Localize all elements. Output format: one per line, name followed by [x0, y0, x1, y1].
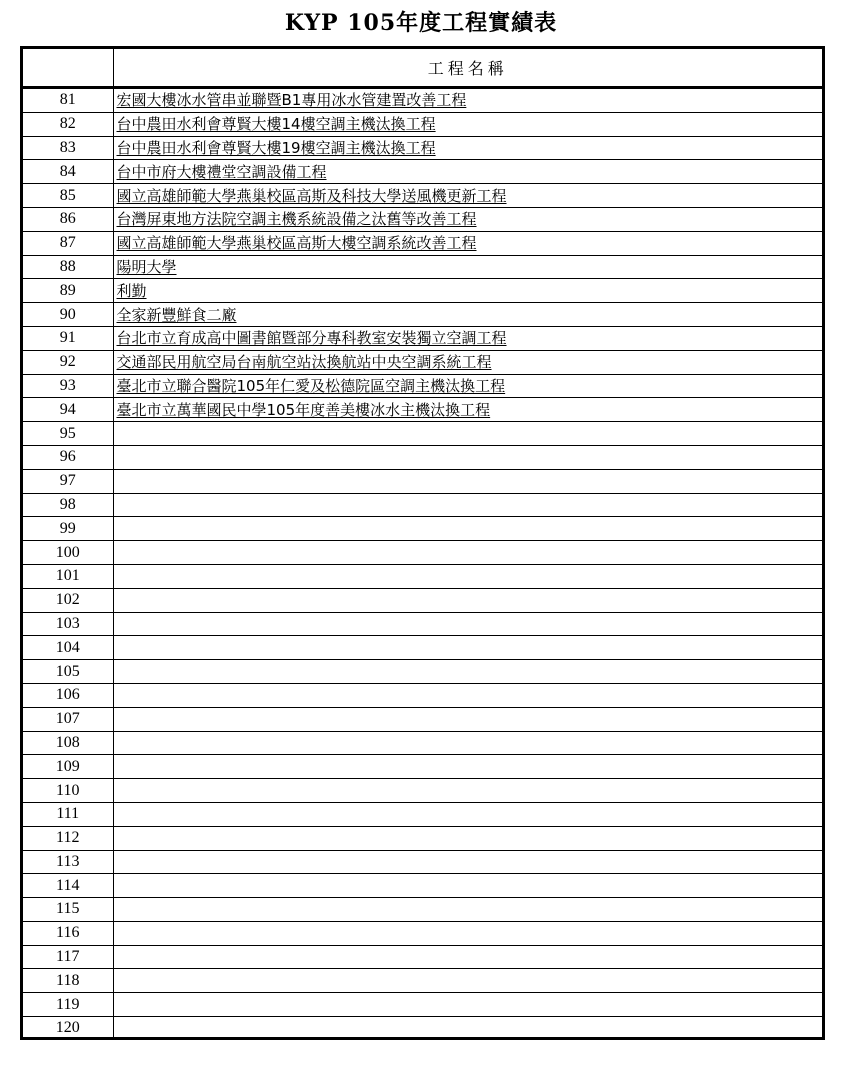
row-number: 120 [23, 1017, 113, 1040]
row-number: 86 [23, 207, 113, 231]
project-name-cell [113, 921, 822, 945]
project-name-cell: 台灣屏東地方法院空調主機系統設備之汰舊等改善工程 [113, 207, 822, 231]
table-row [23, 636, 822, 660]
project-name-cell [113, 850, 822, 874]
row-number: 111 [23, 802, 113, 826]
row-number: 83 [23, 136, 113, 160]
row-number: 90 [23, 303, 113, 327]
row-number: 109 [23, 755, 113, 779]
table-row [23, 112, 822, 136]
project-name-cell [113, 707, 822, 731]
row-number: 117 [23, 945, 113, 969]
project-name-cell: 台中市府大樓禮堂空調設備工程 [113, 160, 822, 184]
row-number: 114 [23, 874, 113, 898]
project-name-cell: 利勤 [113, 279, 822, 303]
table-row [23, 969, 822, 993]
table-row [23, 493, 822, 517]
row-number: 103 [23, 612, 113, 636]
table-row [23, 612, 822, 636]
table-row [23, 731, 822, 755]
table-row [23, 422, 822, 446]
table-row [23, 160, 822, 184]
project-name-cell: 宏國大樓冰水管串並聯暨B1專用冰水管建置改善工程 [113, 88, 822, 113]
table-row [23, 88, 822, 113]
row-number: 82 [23, 112, 113, 136]
row-number: 91 [23, 326, 113, 350]
row-number: 112 [23, 826, 113, 850]
table-row [23, 184, 822, 208]
table-row [23, 255, 822, 279]
table-body [23, 88, 822, 1040]
row-number: 104 [23, 636, 113, 660]
project-name-cell: 臺北市立聯合醫院105年仁愛及松德院區空調主機汰換工程 [113, 374, 822, 398]
project-name-cell [113, 755, 822, 779]
row-number: 118 [23, 969, 113, 993]
row-number: 95 [23, 422, 113, 446]
table-row [23, 660, 822, 684]
row-number: 85 [23, 184, 113, 208]
table-row [23, 993, 822, 1017]
row-number: 81 [23, 88, 113, 113]
project-name-cell: 交通部民用航空局台南航空站汰換航站中央空調系統工程 [113, 350, 822, 374]
project-name-cell: 臺北市立萬華國民中學105年度善美樓冰水主機汰換工程 [113, 398, 822, 422]
page-title: KYP 105年度工程實績表 [284, 10, 558, 36]
row-number: 93 [23, 374, 113, 398]
project-name-cell [113, 1017, 822, 1040]
table-row [23, 755, 822, 779]
table-row [23, 326, 822, 350]
project-table-frame [20, 46, 825, 1040]
project-name-cell [113, 469, 822, 493]
row-number: 106 [23, 683, 113, 707]
project-name-cell: 台中農田水利會尊賢大樓19樓空調主機汰換工程 [113, 136, 822, 160]
table-row [23, 207, 822, 231]
row-number: 84 [23, 160, 113, 184]
project-name-cell [113, 422, 822, 446]
project-name-cell: 國立高雄師範大學燕巢校區高斯及科技大學送風機更新工程 [113, 184, 822, 208]
row-number: 110 [23, 779, 113, 803]
row-number: 107 [23, 707, 113, 731]
row-number: 108 [23, 731, 113, 755]
table-row [23, 779, 822, 803]
table-row [23, 898, 822, 922]
project-name-cell [113, 564, 822, 588]
project-name-cell: 台北市立育成高中圖書館暨部分專科教室安裝獨立空調工程 [113, 326, 822, 350]
table-row [23, 707, 822, 731]
header-number [23, 49, 113, 88]
project-name-cell [113, 517, 822, 541]
table-row [23, 350, 822, 374]
row-number: 116 [23, 921, 113, 945]
project-name-cell [113, 636, 822, 660]
row-number: 101 [23, 564, 113, 588]
table-row [23, 445, 822, 469]
row-number: 105 [23, 660, 113, 684]
table-row [23, 588, 822, 612]
project-name-cell [113, 541, 822, 565]
row-number: 99 [23, 517, 113, 541]
project-name-cell [113, 612, 822, 636]
row-number: 119 [23, 993, 113, 1017]
project-name-cell [113, 588, 822, 612]
table-header-row [23, 49, 822, 88]
project-name-cell: 陽明大學 [113, 255, 822, 279]
project-name-cell [113, 683, 822, 707]
project-table [23, 49, 822, 1040]
row-number: 97 [23, 469, 113, 493]
row-number: 89 [23, 279, 113, 303]
row-number: 94 [23, 398, 113, 422]
row-number: 87 [23, 231, 113, 255]
row-number: 96 [23, 445, 113, 469]
row-number: 98 [23, 493, 113, 517]
project-name-cell [113, 493, 822, 517]
header-project-name: 工程名稱 [113, 49, 822, 88]
table-row [23, 517, 822, 541]
table-row [23, 564, 822, 588]
table-row [23, 945, 822, 969]
table-row [23, 850, 822, 874]
project-name-cell [113, 874, 822, 898]
table-row [23, 921, 822, 945]
project-name-cell: 台中農田水利會尊賢大樓14樓空調主機汰換工程 [113, 112, 822, 136]
project-name-cell [113, 826, 822, 850]
project-name-cell [113, 945, 822, 969]
project-name-cell [113, 731, 822, 755]
table-row [23, 469, 822, 493]
table-row [23, 802, 822, 826]
row-number: 92 [23, 350, 113, 374]
row-number: 88 [23, 255, 113, 279]
project-name-cell [113, 969, 822, 993]
table-row [23, 826, 822, 850]
project-name-cell [113, 802, 822, 826]
table-row [23, 398, 822, 422]
table-row [23, 541, 822, 565]
table-row [23, 683, 822, 707]
row-number: 113 [23, 850, 113, 874]
table-row [23, 874, 822, 898]
project-name-cell: 全家新豐鮮食二廠 [113, 303, 822, 327]
row-number: 115 [23, 898, 113, 922]
table-row [23, 1017, 822, 1040]
project-name-cell [113, 445, 822, 469]
project-name-cell [113, 660, 822, 684]
table-row [23, 374, 822, 398]
row-number: 100 [23, 541, 113, 565]
row-number: 102 [23, 588, 113, 612]
project-name-cell: 國立高雄師範大學燕巢校區高斯大樓空調系統改善工程 [113, 231, 822, 255]
table-row [23, 136, 822, 160]
project-name-cell [113, 993, 822, 1017]
table-row [23, 303, 822, 327]
table-row [23, 231, 822, 255]
project-name-cell [113, 898, 822, 922]
project-name-cell [113, 779, 822, 803]
table-row [23, 279, 822, 303]
